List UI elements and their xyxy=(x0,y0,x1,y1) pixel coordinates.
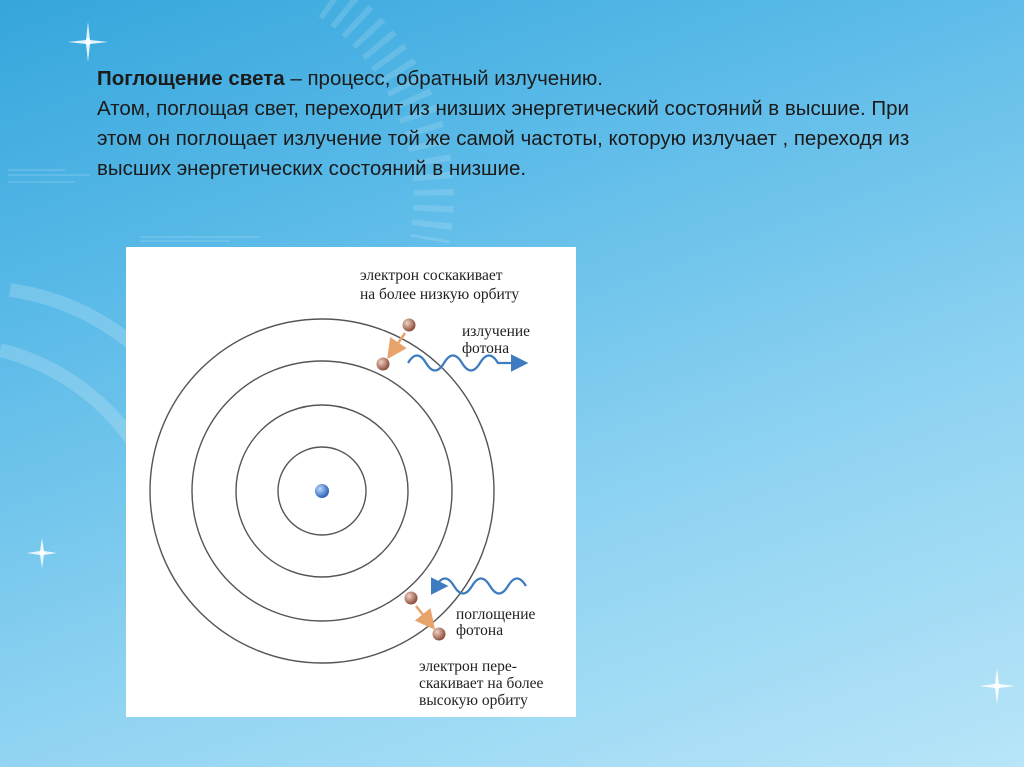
absorption-label-line1: электрон пере- xyxy=(419,658,517,675)
absorption-label-line2: скакивает на более xyxy=(419,675,544,692)
svg-text:фотона xyxy=(462,340,509,357)
svg-text:электрон пере- xyxy=(419,658,517,675)
slide-text xyxy=(97,64,957,184)
absorption-label-line3: высокую орбиту xyxy=(419,692,528,709)
slide-heading-line xyxy=(97,64,957,94)
photon-emission-line1: излучение xyxy=(462,323,531,340)
photon-absorption-line1: поглощение xyxy=(456,606,536,623)
slide-title-rest: – процесс, обратный излучению. xyxy=(284,67,603,90)
photon-absorption-line2: фотона xyxy=(456,622,504,639)
electron-upper-inner xyxy=(377,358,390,371)
svg-text:излучение xyxy=(462,323,530,340)
svg-text:на более низкую орбиту xyxy=(360,286,519,303)
absorption-wave xyxy=(436,579,526,594)
nucleus xyxy=(315,484,329,498)
electron-lower-inner xyxy=(405,592,418,605)
photon-emission-line2: фотона xyxy=(462,340,510,357)
emission-label-line1: электрон соскакивает xyxy=(360,267,503,284)
emission-wave xyxy=(408,356,524,371)
svg-text:скакивает на более xyxy=(419,675,543,692)
svg-text:фотона xyxy=(456,622,503,639)
slide-title-bold: Поглощение света xyxy=(97,67,285,90)
svg-text:электрон соскакивает xyxy=(360,267,503,284)
jump-up-arrow xyxy=(416,606,432,626)
atom-diagram xyxy=(126,247,576,717)
electron-lower-outer xyxy=(433,628,446,641)
emission-label-line2: на более низкую орбиту xyxy=(360,286,520,303)
slide-body-text: Атом, поглощая свет, переходит из низших энергетический состояний в высшие. При этом он поглощает излучение той же самой частоты, которую излучает , переходя из высших энергетических состояний в низшие. xyxy=(97,97,910,180)
electron-upper-outer xyxy=(403,319,416,332)
svg-text:высокую орбиту xyxy=(419,692,528,709)
svg-text:поглощение xyxy=(456,606,536,623)
